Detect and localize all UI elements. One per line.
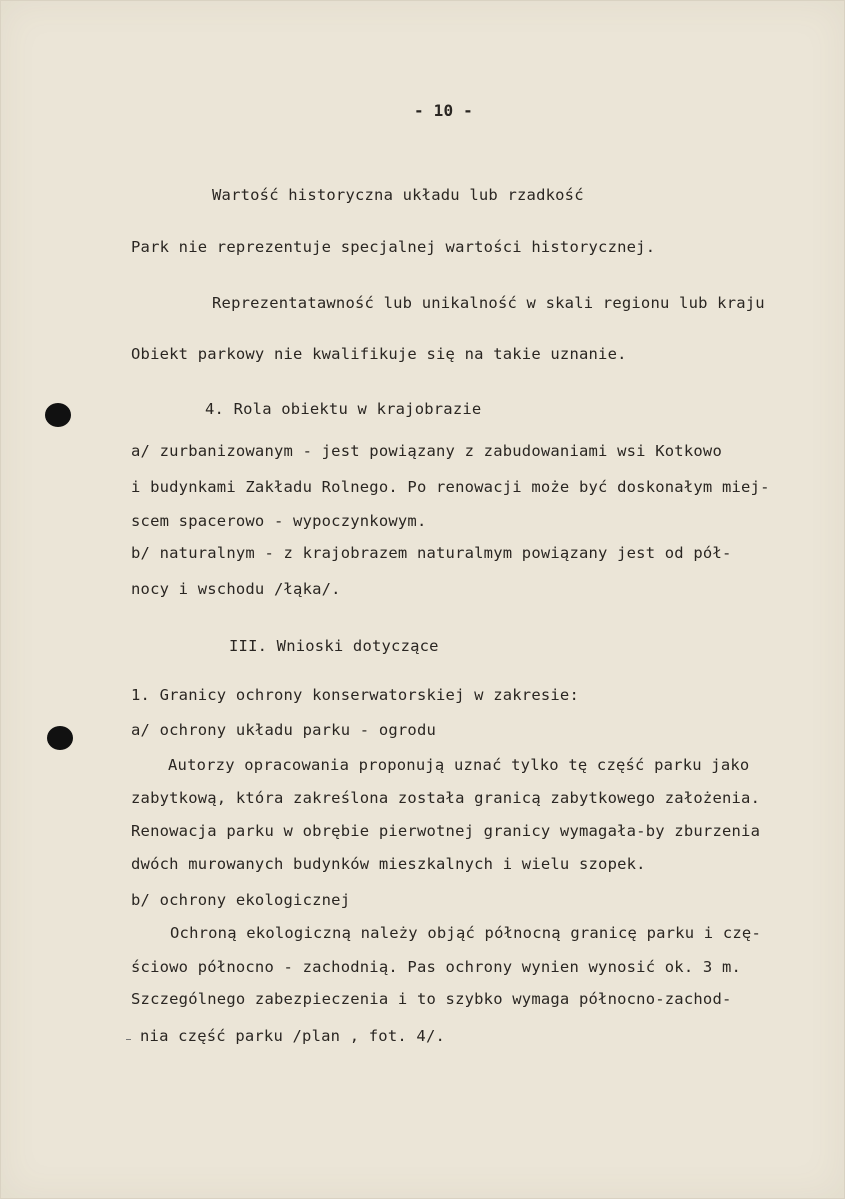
paragraph-line: Szczególnego zabezpieczenia i to szybko wymaga północno-zachod-: [131, 990, 732, 1008]
punch-hole-bottom: [47, 726, 73, 750]
paragraph-line: Obiekt parkowy nie kwalifikuje się na takie uznanie.: [131, 345, 627, 363]
paragraph-line: Park nie reprezentuje specjalnej wartości historycznej.: [131, 238, 656, 256]
page-number: - 10 -: [414, 101, 473, 120]
paragraph-line: a/ ochrony układu parku - ogrodu: [131, 721, 437, 739]
heading-historical-value: Wartość historyczna układu lub rzadkość: [212, 186, 584, 204]
paragraph-line: nocy i wschodu /łąka/.: [131, 580, 341, 598]
paragraph-line: 1. Granicy ochrony konserwatorskiej w zakresie:: [131, 686, 579, 704]
punch-hole-top: [45, 403, 71, 427]
paragraph-line: Renowacja parku w obrębie pierwotnej granicy wymagała-by zburzenia: [131, 822, 761, 840]
paragraph-line: b/ naturalnym - z krajobrazem naturalmym powiązany jest od pół-: [131, 544, 732, 562]
section-heading-conclusions: III. Wnioski dotyczące: [229, 637, 439, 655]
heading-representativeness: Reprezentatawność lub unikalność w skali regionu lub kraju: [212, 294, 765, 312]
margin-tick: [126, 1039, 131, 1040]
paragraph-line: b/ ochrony ekologicznej: [131, 891, 351, 909]
paragraph-line: Autorzy opracowania proponują uznać tylko tę część parku jako: [168, 756, 750, 774]
paragraph-line: zabytkową, która zakreślona została granicą zabytkowego założenia.: [131, 789, 761, 807]
paragraph-line: i budynkami Zakładu Rolnego. Po renowacji może być doskonałym miej-: [131, 478, 770, 496]
paragraph-line: scem spacerowo - wypoczynkowym.: [131, 512, 427, 530]
section-heading-landscape-role: 4. Rola obiektu w krajobrazie: [205, 400, 482, 418]
paragraph-line: a/ zurbanizowanym - jest powiązany z zabudowaniami wsi Kotkowo: [131, 442, 722, 460]
paragraph-line: Ochroną ekologiczną należy objąć północną granicę parku i czę-: [170, 924, 761, 942]
paragraph-line: nia część parku /plan , fot. 4/.: [140, 1027, 446, 1045]
paragraph-line: dwóch murowanych budynków mieszkalnych i wielu szopek.: [131, 855, 646, 873]
paragraph-line: ściowo północno - zachodnią. Pas ochrony wynien wynosić ok. 3 m.: [131, 958, 742, 976]
